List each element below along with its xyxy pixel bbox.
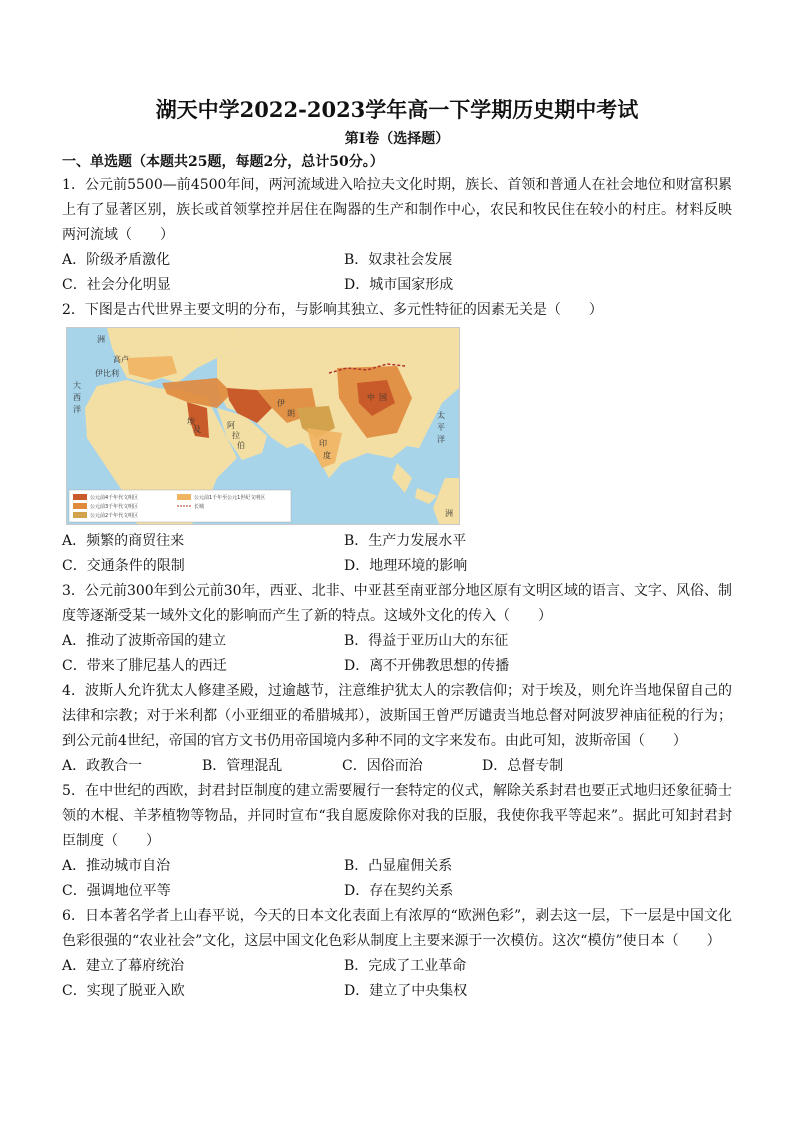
option-a[interactable]: A．建立了幕府统治 <box>62 958 185 974</box>
map-label: 洲 <box>97 335 105 344</box>
map-label: 度 <box>323 451 331 460</box>
option-b[interactable]: B．得益于亚历山大的东征 <box>344 633 509 649</box>
section-heading: 一、单选题（本题共25题，每题2分，总计50分。） <box>62 154 384 170</box>
map-label: 阿 <box>227 421 235 430</box>
map-label: 平 <box>437 423 445 432</box>
option-b[interactable]: B．管理混乱 <box>202 758 283 774</box>
option-d[interactable]: D．离不开佛教思想的传播 <box>344 658 510 674</box>
legend-item: 公元前2千年代文明区 <box>90 513 139 519</box>
map-label: 埃 <box>187 417 195 426</box>
option-c[interactable]: C．强调地位平等 <box>62 883 171 899</box>
map-label: 伊 <box>277 399 285 408</box>
question-stem: 4．波斯人允许犹太人修建圣殿，过逾越节，注意维护犹太人的宗教信仰；对于埃及，则允许当地保留自己的法律和宗教；对于米利都（小亚细亚的希腊城邦），波斯国王曾严厉谴责当地总督对阿波罗神庙征税的行为；到公元前4世纪，帝国的官方文书仍用帝国境内多种不同的文字来发布。由此可知，波斯帝国（ ） <box>62 683 732 749</box>
map-label: 伊比利 <box>95 369 119 378</box>
legend-swatch <box>73 512 87 518</box>
exam-page <box>62 94 732 1004</box>
option-a[interactable]: A．政教合一 <box>62 758 143 774</box>
option-d[interactable]: D．城市国家形成 <box>344 277 454 293</box>
volume-subtitle: 第I卷（选择题） <box>344 131 450 147</box>
question-1 <box>62 173 732 298</box>
map-label: 伯 <box>237 441 245 450</box>
options <box>62 754 732 779</box>
legend-item: 公元前4千年代文明区 <box>90 495 139 501</box>
option-a[interactable]: A．推动城市自治 <box>62 858 171 874</box>
map-label: 洋 <box>73 405 81 414</box>
question-5 <box>62 779 732 904</box>
options <box>62 629 732 679</box>
option-c[interactable]: C．交通条件的限制 <box>62 558 185 574</box>
option-a[interactable]: A．阶级矛盾激化 <box>62 252 171 268</box>
map-label: 太 <box>437 411 445 420</box>
option-c[interactable]: C．社会分化明显 <box>62 277 171 293</box>
legend-item: 公元前3千年代文明区 <box>90 504 139 510</box>
question-4 <box>62 679 732 779</box>
ancient-civilizations-map <box>66 327 460 525</box>
question-3 <box>62 579 732 679</box>
option-d[interactable]: D．建立了中央集权 <box>344 983 468 999</box>
map-svg <box>67 328 459 524</box>
option-c[interactable]: C．实现了脱亚入欧 <box>62 983 185 999</box>
legend-item: 公元前1千年至公元1世纪文明区 <box>194 495 266 501</box>
question-6 <box>62 904 732 1004</box>
options <box>62 954 732 1004</box>
option-b[interactable]: B．凸显雇佣关系 <box>344 858 453 874</box>
map-label: 朗 <box>287 409 295 418</box>
legend-swatch <box>73 503 87 509</box>
option-b[interactable]: B．完成了工业革命 <box>344 958 467 974</box>
map-label: 高卢 <box>113 355 129 364</box>
map-label: 洲 <box>445 509 453 518</box>
map-label: 及 <box>193 425 201 434</box>
exam-title: 湖天中学2022-2023学年高一下学期历史期中考试 <box>155 97 639 122</box>
option-c[interactable]: C．因俗而治 <box>342 758 423 774</box>
option-d[interactable]: D．存在契约关系 <box>344 883 454 899</box>
question-stem: 1．公元前5500—前4500年间，两河流域进入哈拉夫文化时期，族长、首领和普通人在社会地位和财富积累上有了显著区别，族长或首领掌控并居住在陶器的生产和制作中心，农民和牧民住在较小的村庄。材料反映两河流域（ ） <box>62 177 732 243</box>
option-a[interactable]: A．频繁的商贸往来 <box>62 533 185 549</box>
map-label: 拉 <box>232 431 240 440</box>
option-d[interactable]: D．地理环境的影响 <box>344 558 468 574</box>
options <box>62 248 732 298</box>
question-stem: 3．公元前300年到公元前30年，西亚、北非、中亚甚至南亚部分地区原有文明区域的语言、文字、风俗、制度等逐渐受某一域外文化的影响而产生了新的特点。这域外文化的传入（ ） <box>62 583 732 624</box>
legend-swatch <box>73 494 87 500</box>
question-stem: 6．日本著名学者上山春平说，今天的日本文化表面上有浓厚的“欧洲色彩”，剥去这一层，下一层是中国文化色彩很强的“农业社会”文化，这层中国文化色彩从制度上主要来源于一次模仿。这次“模仿”使日本（ ） <box>62 908 732 949</box>
question-2 <box>62 298 732 579</box>
option-b[interactable]: B．奴隶社会发展 <box>344 252 453 268</box>
option-a[interactable]: A．推动了波斯帝国的建立 <box>62 633 227 649</box>
option-d[interactable]: D．总督专制 <box>482 758 564 774</box>
map-label: 西 <box>73 393 81 402</box>
legend-item: 长城 <box>194 504 205 510</box>
map-label: 国 <box>379 393 387 402</box>
question-stem: 2．下图是古代世界主要文明的分布，与影响其独立、多元性特征的因素无关是（ ） <box>62 302 603 318</box>
map-label: 中 <box>367 393 375 402</box>
map-label: 印 <box>319 439 327 448</box>
option-b[interactable]: B．生产力发展水平 <box>344 533 467 549</box>
map-label: 洋 <box>437 435 445 444</box>
options <box>62 529 732 579</box>
option-c[interactable]: C．带来了腓尼基人的西迁 <box>62 658 227 674</box>
options <box>62 854 732 904</box>
legend-swatch <box>177 494 191 500</box>
map-label: 大 <box>73 381 81 390</box>
question-stem: 5．在中世纪的西欧，封君封臣制度的建立需要履行一套特定的仪式，解除关系封君也要正式地归还象征骑士领的木棍、羊茅植物等物品，并同时宣布“我自愿废除你对我的臣服，我使你我平等起来”。据此可知封君封臣制度（ ） <box>62 783 732 849</box>
